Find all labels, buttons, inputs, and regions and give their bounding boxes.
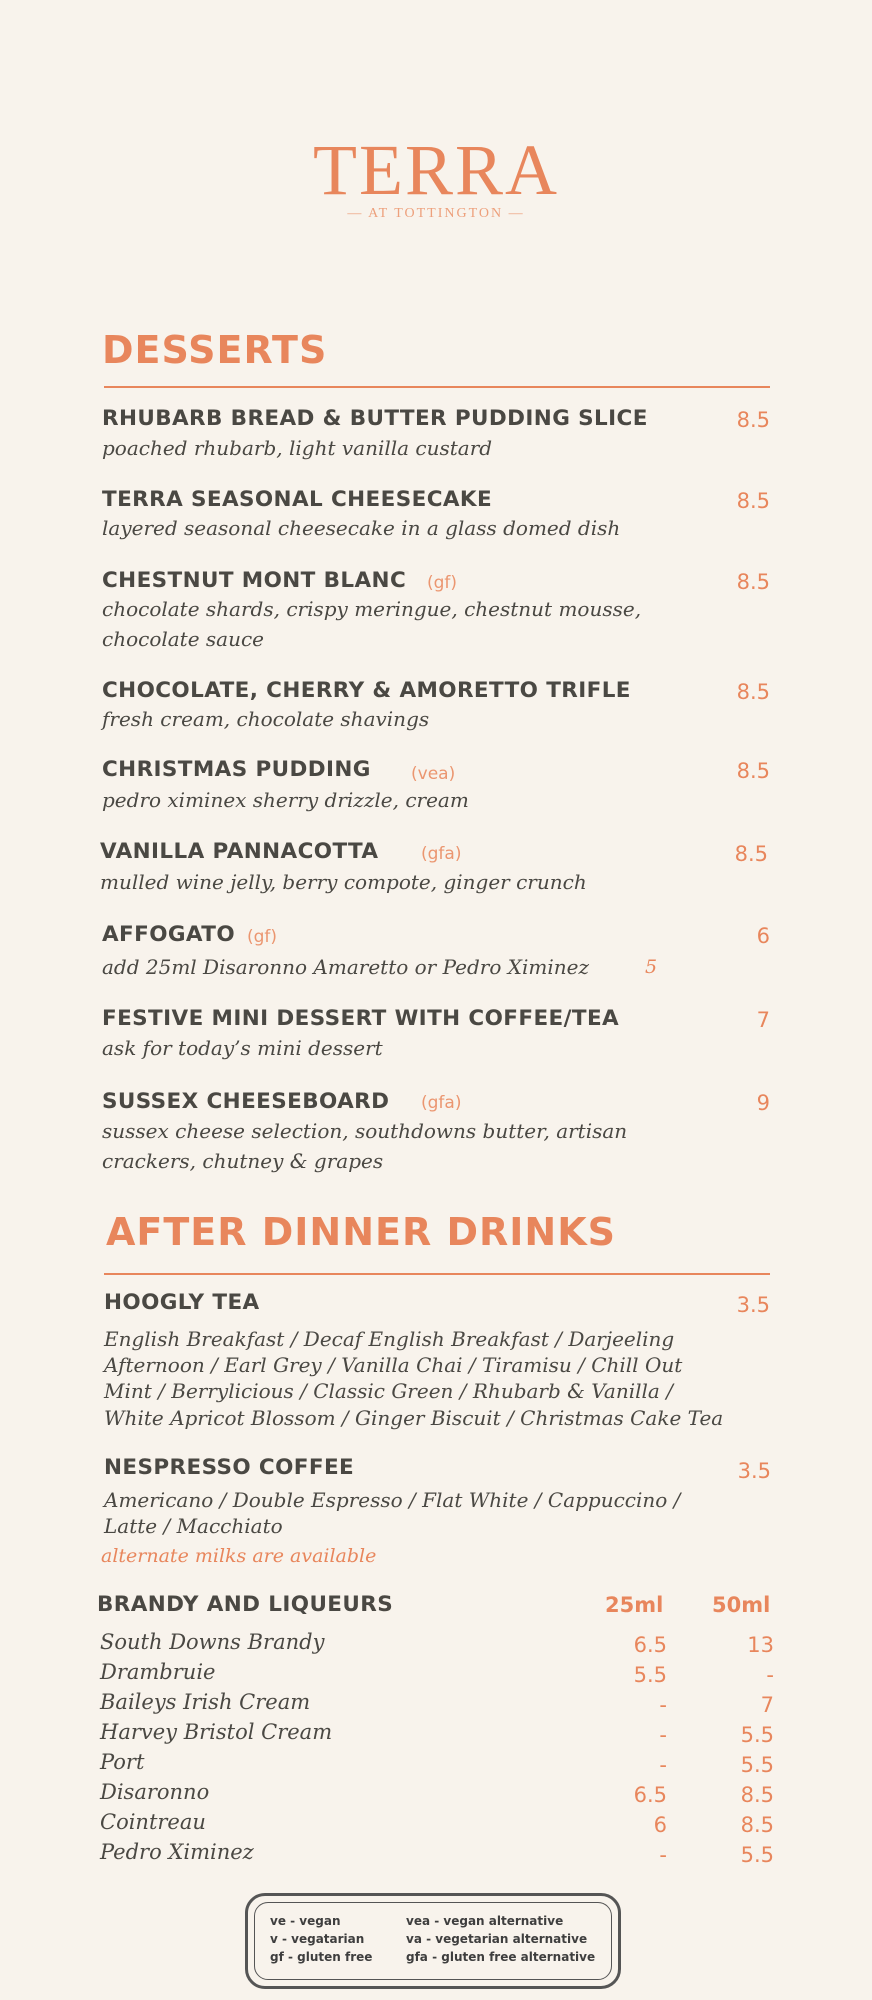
add-on-price: 5 bbox=[645, 956, 658, 978]
item-price: 8.5 bbox=[734, 842, 768, 866]
liqueur-name: Cointreau bbox=[100, 1810, 206, 1834]
item-description: fresh cream, chocolate shavings bbox=[102, 707, 430, 731]
liqueur-50ml: 5.5 bbox=[740, 1723, 774, 1747]
restaurant-logo: TERRA bbox=[312, 130, 559, 210]
desserts-heading: DESSERTS bbox=[102, 328, 328, 372]
item-name: TERRA SEASONAL CHEESECAKE bbox=[102, 487, 493, 512]
item-price: 7 bbox=[756, 1008, 770, 1032]
item-name: FESTIVE MINI DESSERT WITH COFFEE/TEA bbox=[102, 1006, 620, 1031]
item-price: 9 bbox=[756, 1091, 770, 1115]
item-description: ask for today’s mini dessert bbox=[102, 1036, 383, 1060]
desserts-divider bbox=[104, 386, 770, 388]
dietary-tag: (gfa) bbox=[421, 1093, 462, 1113]
liqueur-50ml: 7 bbox=[760, 1693, 774, 1717]
tea-line: Mint / Berrylicious / Classic Green / Rhubarb & Vanilla / bbox=[104, 1379, 673, 1403]
tea-line: White Apricot Blossom / Ginger Biscuit / Christmas Cake Tea bbox=[104, 1406, 724, 1430]
item-description: mulled wine jelly, berry compote, ginger crunch bbox=[100, 870, 587, 894]
dietary-tag: (vea) bbox=[411, 764, 456, 784]
item-price: 8.5 bbox=[736, 680, 770, 704]
drinks-heading: AFTER DINNER DRINKS bbox=[106, 1210, 617, 1254]
column-25ml: 25ml bbox=[605, 1593, 664, 1617]
liqueur-name: Drambruie bbox=[100, 1660, 216, 1684]
liqueur-50ml: 8.5 bbox=[740, 1783, 774, 1807]
tea-name: HOOGLY TEA bbox=[104, 1290, 260, 1315]
item-description-line2: crackers, chutney & grapes bbox=[102, 1149, 384, 1173]
tea-line: English Breakfast / Decaf English Breakfast / Darjeeling bbox=[104, 1327, 675, 1351]
dietary-tag: (gf) bbox=[247, 927, 278, 947]
legend-entry: vea - vegan alternative bbox=[406, 1914, 564, 1928]
drinks-divider bbox=[104, 1273, 770, 1275]
item-description: layered seasonal cheesecake in a glass domed dish bbox=[102, 516, 621, 540]
item-description: add 25ml Disaronno Amaretto or Pedro Ximinez bbox=[102, 955, 590, 979]
liqueur-25ml: 5.5 bbox=[633, 1663, 667, 1687]
liqueur-25ml: - bbox=[659, 1843, 667, 1867]
item-name: CHOCOLATE, CHERRY & AMORETTO TRIFLE bbox=[102, 678, 631, 703]
liqueur-name: Disaronno bbox=[100, 1780, 210, 1804]
column-50ml: 50ml bbox=[712, 1593, 771, 1617]
liqueur-25ml: 6.5 bbox=[633, 1633, 667, 1657]
dietary-legend bbox=[245, 1893, 621, 1989]
legend-entry: gfa - gluten free alternative bbox=[406, 1950, 596, 1964]
liqueur-name: South Downs Brandy bbox=[100, 1630, 325, 1654]
item-name: CHRISTMAS PUDDING bbox=[102, 757, 371, 782]
item-price: 8.5 bbox=[736, 570, 770, 594]
liqueur-50ml: 5.5 bbox=[740, 1843, 774, 1867]
liqueur-25ml: 6 bbox=[653, 1813, 667, 1837]
item-name: CHESTNUT MONT BLANC bbox=[102, 568, 407, 593]
liqueur-name: Port bbox=[100, 1750, 145, 1774]
item-price: 6 bbox=[756, 924, 770, 948]
liqueur-50ml: 13 bbox=[747, 1633, 774, 1657]
liqueurs-heading: BRANDY AND LIQUEURS bbox=[97, 1592, 394, 1617]
legend-entry: ve - vegan bbox=[270, 1914, 341, 1928]
coffee-line: Americano / Double Espresso / Flat White / Cappuccino / bbox=[104, 1488, 681, 1512]
liqueur-name: Pedro Ximinez bbox=[100, 1840, 254, 1864]
legend-entry: v - vegatarian bbox=[270, 1932, 365, 1946]
item-description: pedro ximinex sherry drizzle, cream bbox=[102, 788, 469, 812]
dietary-tag: (gf) bbox=[427, 573, 458, 593]
item-description: chocolate shards, crispy meringue, chestnut mousse, bbox=[102, 597, 642, 621]
legend-entry: va - vegetarian alternative bbox=[406, 1932, 588, 1946]
item-name: AFFOGATO bbox=[102, 922, 236, 947]
liqueur-name: Harvey Bristol Cream bbox=[100, 1720, 333, 1744]
liqueur-50ml: 5.5 bbox=[740, 1753, 774, 1777]
item-name: RHUBARB BREAD & BUTTER PUDDING SLICE bbox=[102, 406, 648, 431]
liqueur-50ml: 8.5 bbox=[740, 1813, 774, 1837]
liqueur-25ml: - bbox=[659, 1693, 667, 1717]
liqueur-25ml: - bbox=[659, 1753, 667, 1777]
liqueur-25ml: - bbox=[659, 1723, 667, 1747]
logo-subtitle: — AT TOTTINGTON — bbox=[347, 206, 525, 221]
tea-line: Afternoon / Earl Grey / Vanilla Chai / Tiramisu / Chill Out bbox=[104, 1353, 683, 1377]
legend-entry: gf - gluten free bbox=[270, 1950, 373, 1964]
coffee-line: Latte / Macchiato bbox=[104, 1514, 283, 1538]
item-description-line2: chocolate sauce bbox=[102, 627, 265, 651]
liqueur-name: Baileys Irish Cream bbox=[100, 1690, 311, 1714]
liqueur-50ml: - bbox=[766, 1663, 774, 1687]
item-description: poached rhubarb, light vanilla custard bbox=[102, 436, 493, 460]
liqueur-25ml: 6.5 bbox=[633, 1783, 667, 1807]
dietary-tag: (gfa) bbox=[421, 844, 462, 864]
item-price: 8.5 bbox=[736, 489, 770, 513]
item-name: SUSSEX CHEESEBOARD bbox=[102, 1089, 390, 1114]
item-name: VANILLA PANNACOTTA bbox=[100, 839, 379, 864]
item-description: sussex cheese selection, southdowns butter, artisan bbox=[102, 1119, 628, 1143]
coffee-price: 3.5 bbox=[737, 1459, 771, 1483]
item-price: 8.5 bbox=[736, 408, 770, 432]
milk-note: alternate milks are available bbox=[101, 1545, 377, 1567]
item-price: 8.5 bbox=[736, 759, 770, 783]
coffee-name: NESPRESSO COFFEE bbox=[104, 1455, 355, 1480]
tea-price: 3.5 bbox=[736, 1293, 770, 1317]
